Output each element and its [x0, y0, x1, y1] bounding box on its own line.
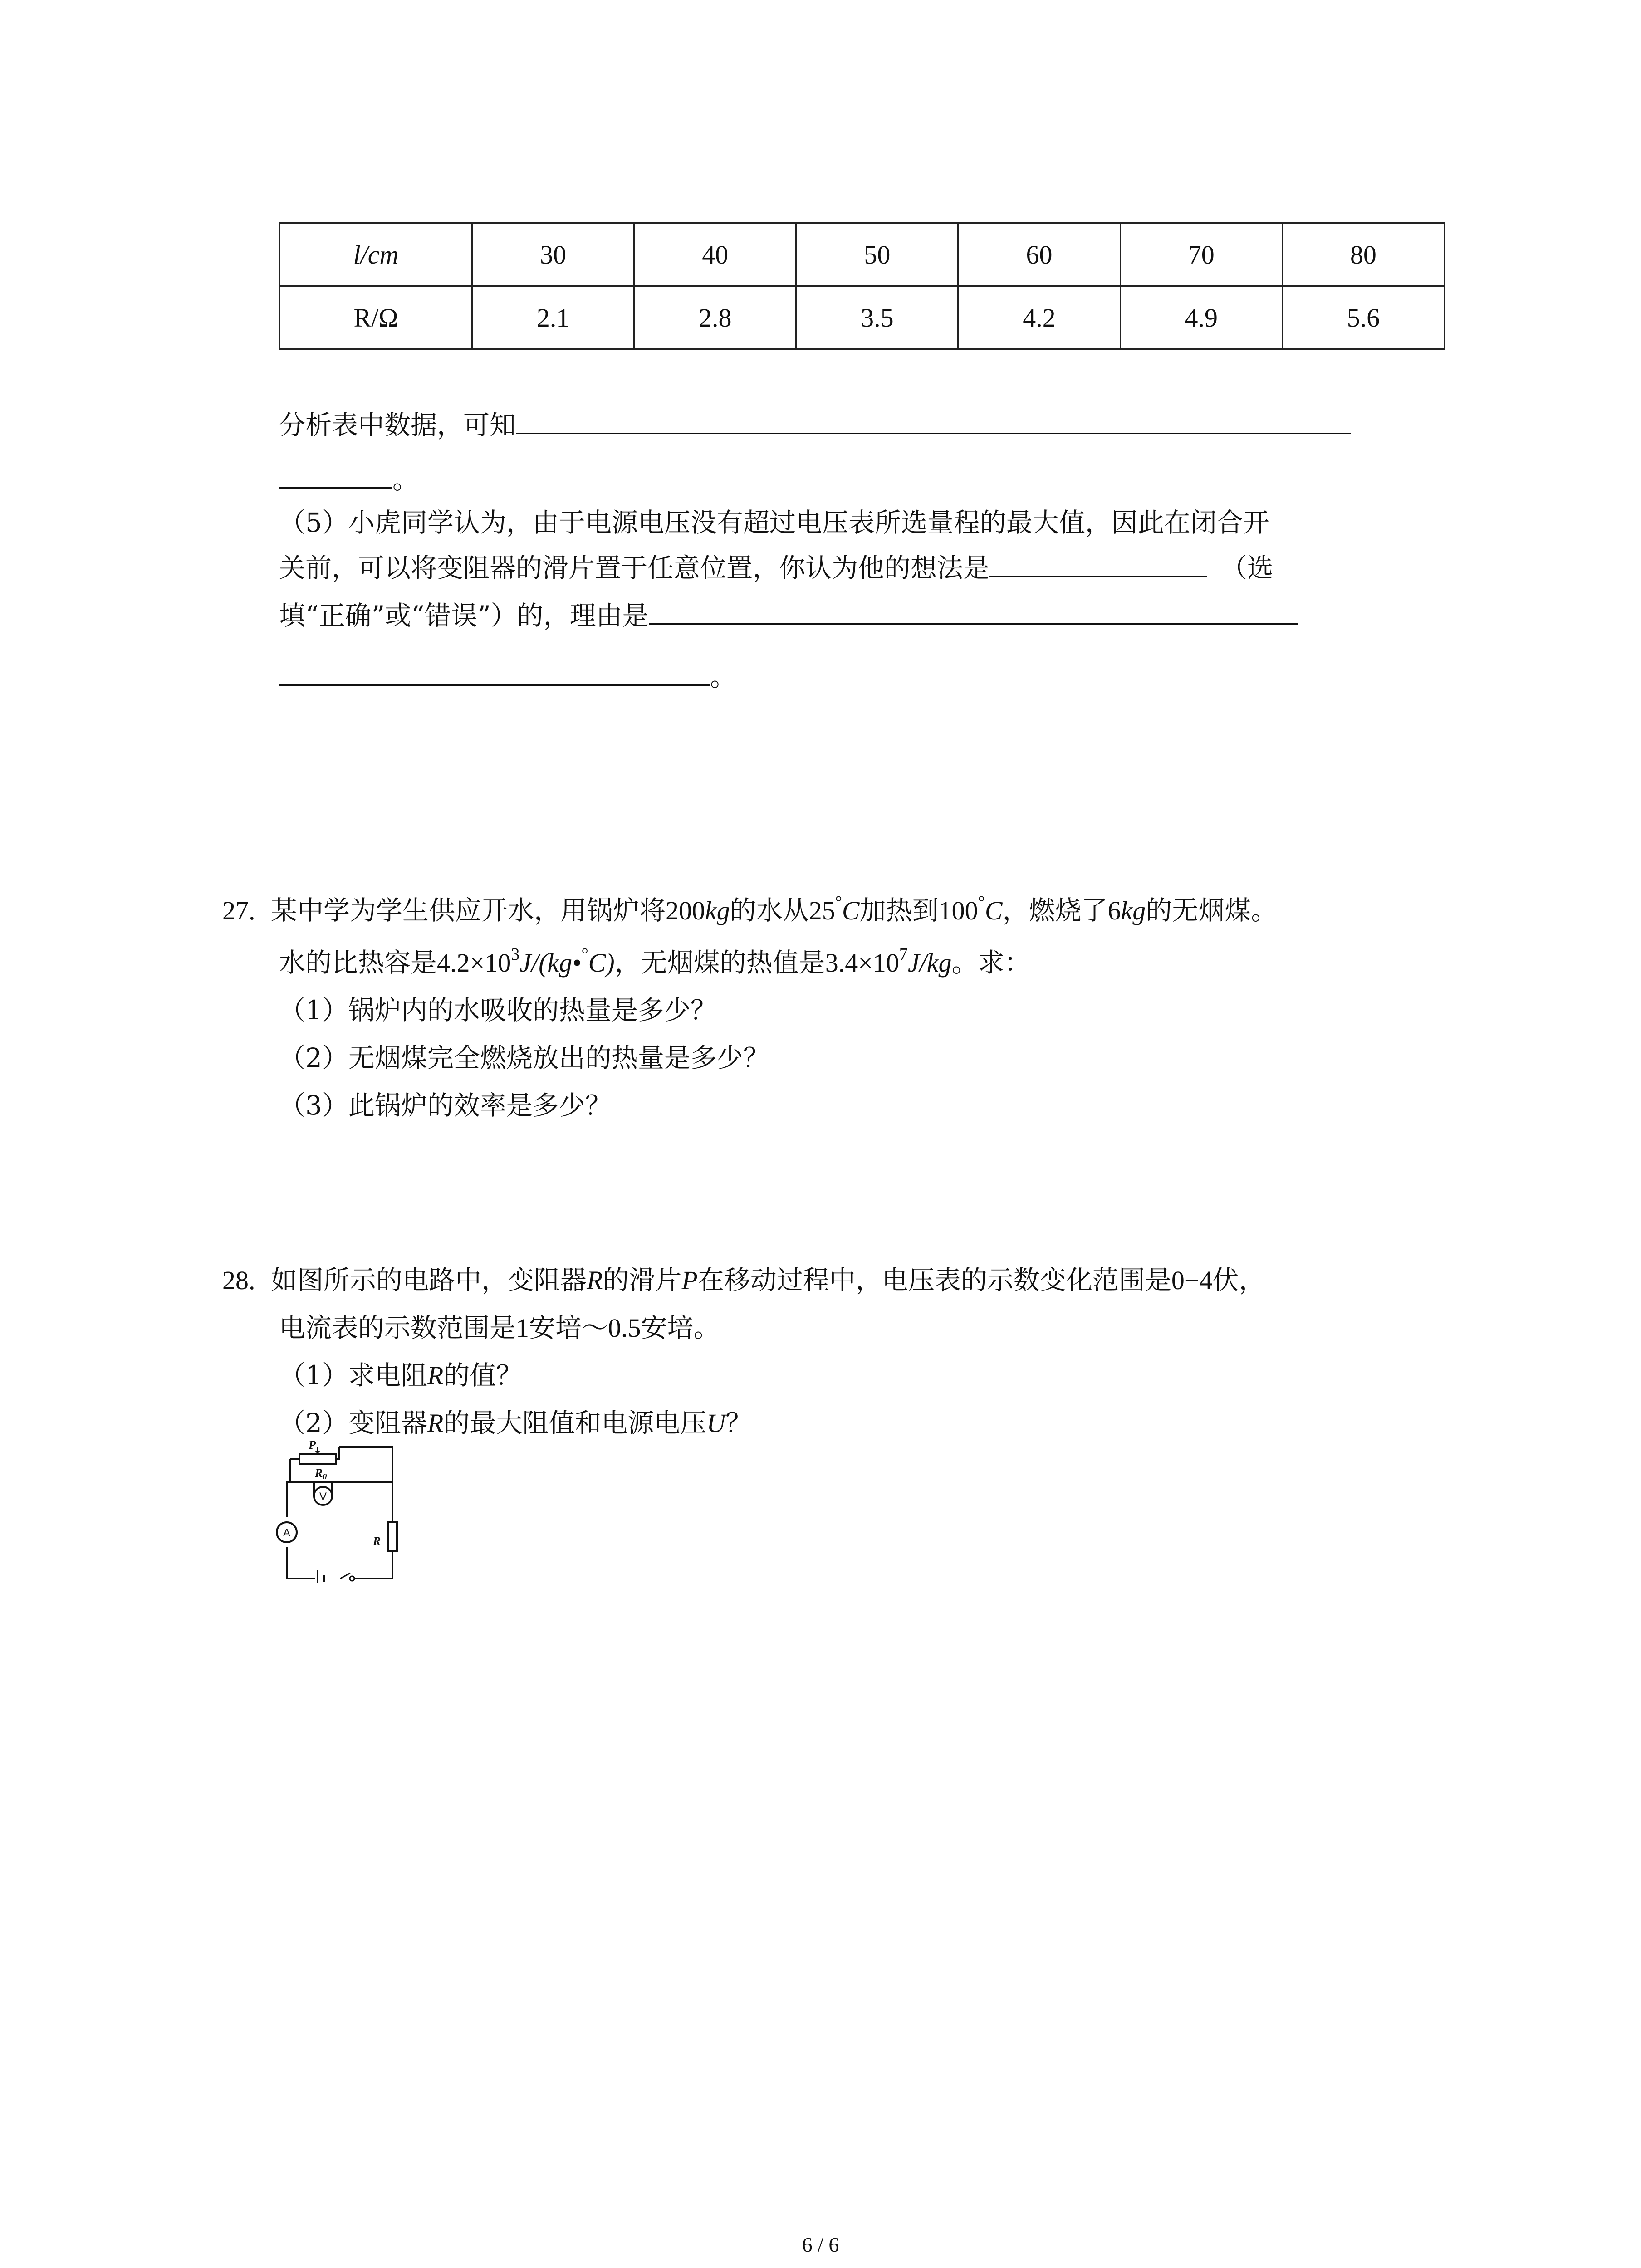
- q28-variable: R: [586, 1266, 603, 1295]
- analysis-line: [279, 404, 1351, 442]
- q27-text: 。求：: [951, 947, 1031, 978]
- table-header-cell: l/cm: [280, 223, 472, 286]
- answer-blank[interactable]: [279, 658, 710, 686]
- degree-symbol: °: [835, 892, 842, 912]
- q27-value: 100: [938, 896, 978, 925]
- question-number: 27.: [222, 896, 255, 925]
- q27-unit: J/kg: [907, 948, 952, 978]
- q26-part5-text: 填“正确”或“错误”）的，理由是: [279, 600, 649, 631]
- q27-value: 25: [808, 896, 835, 925]
- table-cell: 5.6: [1282, 286, 1444, 349]
- q28-variable: R: [427, 1361, 444, 1390]
- table-cell: 80: [1282, 223, 1444, 286]
- q27-value: 4.2×10: [437, 948, 511, 978]
- table-row-resistance: [280, 286, 1445, 349]
- q27-unit: kg: [1121, 896, 1146, 925]
- q26-part5-line1: （5）小虎同学认为，由于电源电压没有超过电压表所选量程的最大值，因此在闭合开: [279, 507, 1269, 538]
- q28-sub2: [279, 1402, 752, 1440]
- table-cell: 3.5: [796, 286, 958, 349]
- q28-text: 的最大阻值和电源电压: [443, 1408, 707, 1438]
- q27-text: ，燃烧了: [1002, 895, 1108, 926]
- battery-icon: [315, 1570, 328, 1583]
- table-cell: 30: [472, 223, 634, 286]
- answer-blank[interactable]: [516, 406, 1351, 434]
- label-r0-subscript: 0: [323, 1472, 327, 1481]
- q28-variable: P: [681, 1266, 698, 1295]
- q27-value: 3.4×10: [825, 948, 899, 978]
- table-cell: 60: [958, 223, 1120, 286]
- table-cell: 2.1: [472, 286, 634, 349]
- end-mark: 。: [392, 464, 419, 495]
- q28-text: （2）变阻器: [279, 1408, 427, 1438]
- q27-sub3: （3）此锅炉的效率是多少？: [279, 1090, 612, 1121]
- degree-symbol: °: [581, 944, 588, 964]
- q28-value: 0.5: [608, 1313, 641, 1343]
- q28-line1: [222, 1259, 1265, 1297]
- label-p: P: [309, 1438, 316, 1452]
- ammeter-icon: [277, 1522, 297, 1542]
- q28-text: ？: [725, 1408, 752, 1438]
- q28-text: 安培～: [529, 1312, 608, 1343]
- ammeter-label: A: [283, 1527, 291, 1539]
- question-number: 28.: [222, 1266, 255, 1295]
- table-cell: 2.8: [634, 286, 796, 349]
- q26-part5-line3: [279, 594, 1298, 632]
- analysis-prompt: 分析表中数据，可知: [279, 410, 516, 440]
- q28-value: 1: [516, 1313, 529, 1343]
- q28-text: 伏，: [1212, 1265, 1265, 1295]
- q27-unit: C: [842, 896, 860, 925]
- table-header-cell: R/Ω: [280, 286, 472, 349]
- resistance-length-table: [279, 222, 1445, 350]
- voltmeter-icon: [314, 1482, 332, 1505]
- resistor-r: [372, 1522, 397, 1551]
- voltmeter-label: V: [319, 1491, 327, 1503]
- q27-line1: [222, 889, 1277, 927]
- q28-variable: R: [427, 1408, 444, 1438]
- q26-part5-line2: [279, 547, 1274, 585]
- q27-value: 6: [1107, 896, 1121, 925]
- q28-text: 如图所示的电路中，变阻器: [270, 1265, 587, 1295]
- table-row-length: [280, 223, 1445, 286]
- q26-part5-text: （选: [1221, 552, 1274, 583]
- q27-text: ，无烟煤的热值是: [614, 947, 825, 978]
- q28-text: 的滑片: [603, 1265, 682, 1295]
- q28-text: 电流表的示数范围是: [279, 1312, 516, 1343]
- table-cell: 50: [796, 223, 958, 286]
- q27-sub1: （1）锅炉内的水吸收的热量是多少？: [279, 995, 717, 1026]
- q28-line2: [279, 1306, 720, 1344]
- q28-text: 的值？: [443, 1360, 523, 1391]
- q27-unit: C: [985, 896, 1003, 925]
- q27-text: 水的比热容是: [279, 947, 437, 978]
- table-cell: 4.2: [958, 286, 1120, 349]
- q28-text: 安培。: [641, 1312, 720, 1343]
- q27-text: 的水从: [730, 895, 809, 926]
- q26-part5-text: 关前，可以将变阻器的滑片置于任意位置，你认为他的想法是: [279, 552, 990, 583]
- q28-text: 在移动过程中，电压表的示数变化范围是: [697, 1265, 1171, 1295]
- table-cell: 4.9: [1120, 286, 1282, 349]
- q27-line2: [279, 941, 1031, 979]
- q26-part5-line4: [279, 655, 736, 694]
- answer-blank[interactable]: [989, 549, 1207, 577]
- q27-unit: C): [588, 948, 615, 978]
- q28-value: 0−4: [1171, 1266, 1213, 1295]
- table-cell: 70: [1120, 223, 1282, 286]
- q27-value: 200: [665, 896, 705, 925]
- exponent: 7: [899, 944, 908, 964]
- q27-sub2: （2）无烟煤完全燃烧放出的热量是多少？: [279, 1042, 769, 1073]
- q27-text: 某中学为学生供应开水，用锅炉将: [270, 895, 666, 926]
- answer-blank[interactable]: [649, 597, 1298, 625]
- degree-symbol: °: [978, 892, 985, 912]
- page-number: 6 / 6: [802, 2233, 839, 2256]
- q28-variable: U: [706, 1408, 726, 1438]
- q28-text: （1）求电阻: [279, 1360, 427, 1391]
- end-mark: 。: [710, 661, 737, 692]
- answer-blank[interactable]: [279, 461, 392, 489]
- q27-unit: kg: [705, 896, 730, 925]
- q27-text: 加热到: [859, 895, 939, 926]
- analysis-line-cont: [279, 458, 419, 496]
- switch-icon: [331, 1572, 392, 1581]
- q27-unit: J/(kg•: [519, 948, 582, 978]
- exponent: 3: [511, 944, 520, 964]
- label-r0: [314, 1466, 327, 1481]
- table-cell: 40: [634, 223, 796, 286]
- label-r0-main: R: [315, 1466, 323, 1480]
- label-r: R: [373, 1535, 381, 1548]
- circuit-diagram: [272, 1438, 417, 1583]
- q28-sub1: [279, 1354, 522, 1392]
- q27-text: 的无烟煤。: [1146, 895, 1278, 926]
